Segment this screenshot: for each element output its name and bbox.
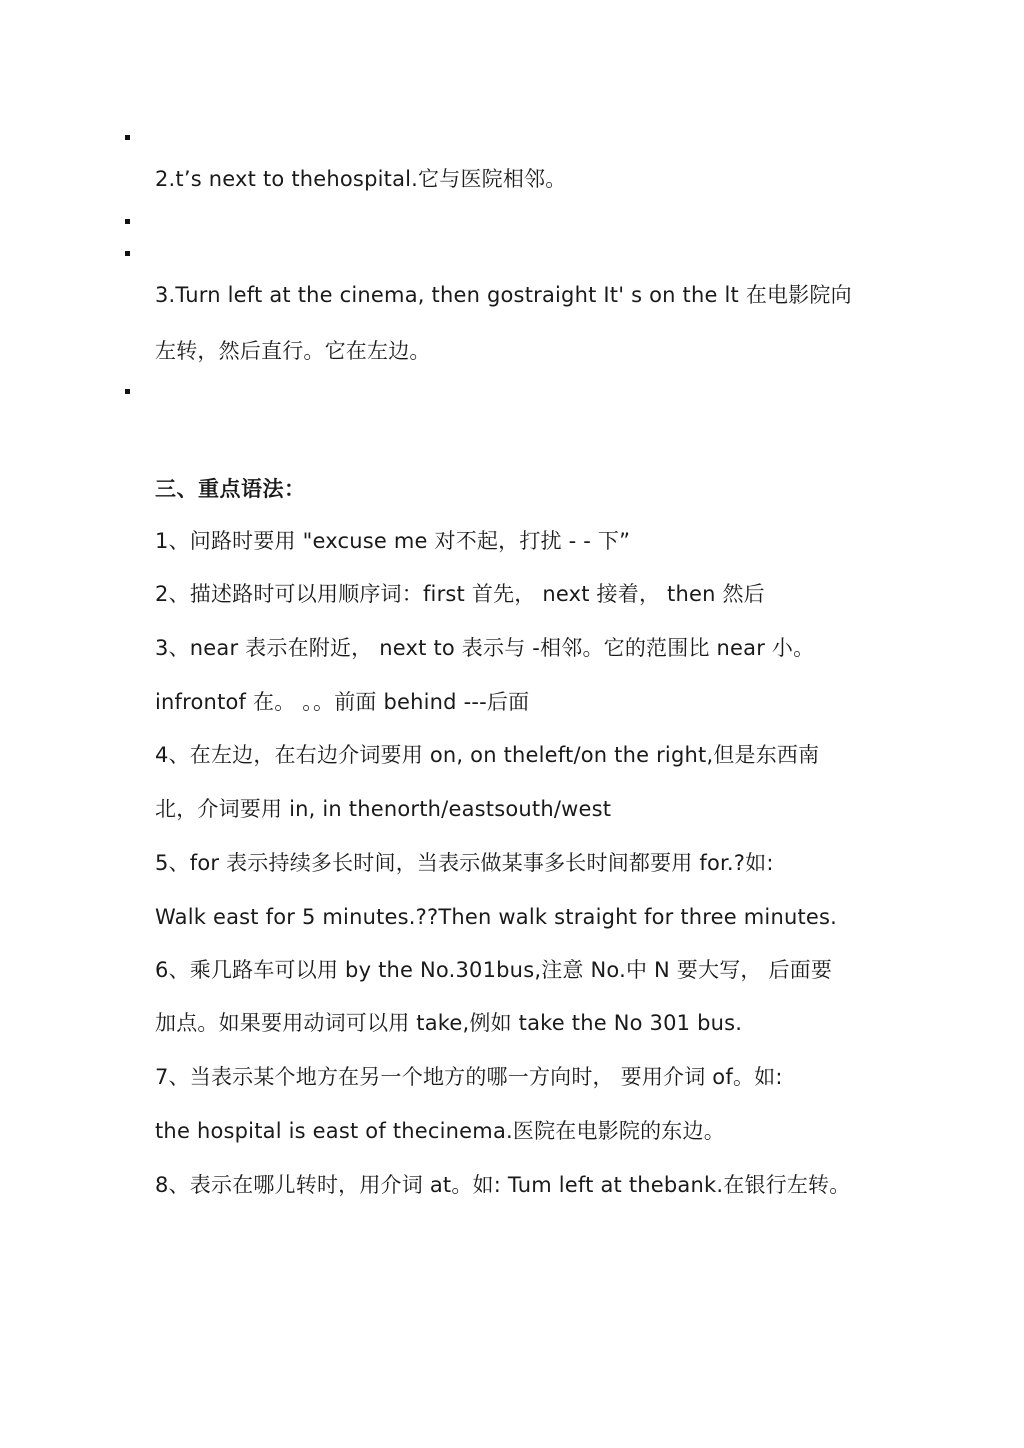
grammar-line: 3、near 表示在附近， next to 表示与 -相邻。它的范围比 near 小。 [155, 636, 815, 660]
grammar-line: 加点。如果要用动词可以用 take,例如 take the No 301 bus. [155, 1011, 743, 1035]
bullet-marker [125, 389, 130, 394]
grammar-line: 4、在左边，在右边介词要用 on, on theleft/on the right,但是东西南 [155, 743, 820, 767]
grammar-line: the hospital is east of thecinema.医院在电影院的东边。 [155, 1119, 725, 1143]
grammar-line: Walk east for 5 minutes.??Then walk straight for three minutes. [155, 905, 838, 929]
grammar-line: 1、问路时要用 "excuse me 对不起，打扰 - - 下” [155, 529, 631, 553]
bullet-marker [125, 219, 130, 224]
bullet-marker [125, 135, 130, 140]
sentence-2: 2.t’s next to thehospital.它与医院相邻。 [155, 167, 567, 191]
bullet-marker [125, 251, 130, 256]
grammar-line: 6、乘几路车可以用 by the No.301bus,注意 No.中 N 要大写， 后面要 [155, 958, 833, 982]
grammar-line: 北，介词要用 in, in thenorth/eastsouth/west [155, 797, 612, 821]
grammar-line: 7、当表示某个地方在另一个地方的哪一方向时， 要用介词 of。如: [155, 1065, 783, 1089]
grammar-line: infrontof 在。 。。前面 behind ---后面 [155, 690, 530, 714]
sentence-3-line-2: 左转，然后直行。它在左边。 [155, 339, 431, 363]
grammar-line: 2、描述路时可以用顺序词：first 首先， next 接着， then 然后 [155, 582, 765, 606]
sentence-3-line-1: 3.Turn left at the cinema, then gostraight It' s on the lt 在电影院向 [155, 283, 852, 307]
grammar-line: 8、表示在哪儿转时，用介词 at。如: Tum left at thebank.在银行左转。 [155, 1173, 851, 1197]
grammar-heading: 三、重点语法： [155, 477, 306, 501]
grammar-line: 5、for 表示持续多长时间，当表示做某事多长时间都要用 for.?如: [155, 851, 774, 875]
